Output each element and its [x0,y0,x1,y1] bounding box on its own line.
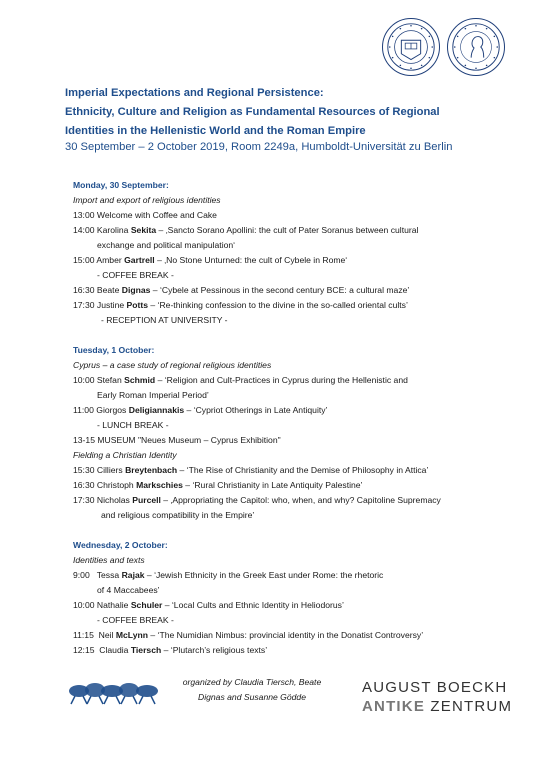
title-line-3: Identities in the Hellenistic World and the Roman Empire [65,125,366,137]
program-entry-continued: Early Roman Imperial Period’ [97,390,209,400]
session-topic: Import and export of religious identities [73,195,221,205]
document-title [65,84,525,141]
program-entry: 17:30 Justine Potts – ‘Re-thinking confession to the divine in the so-called oriental cults’ [73,300,408,310]
program-entry: 14:00 Karolina Sekita – ‚Sancto Sorano Apollini: the cult of Pater Soranus between cultural [73,225,419,235]
speaker-surname: Rajak [121,570,145,580]
speaker-surname: Markschies [136,480,183,490]
session-topic: Identities and texts [73,555,145,565]
program-entry-continued: and religious compatibility in the Empire’ [101,510,255,520]
break-label: - COFFEE BREAK - [97,615,174,625]
program-entry-continued: of 4 Maccabees’ [97,585,160,595]
title-line-2: Ethnicity, Culture and Religion as Fundamental Resources of Regional [65,106,440,118]
speaker-surname: Purcell [132,495,161,505]
august-boeckh-antike-zentrum-logo [362,678,512,716]
day-heading-tuesday: Tuesday, 1 October: [73,345,155,355]
organizers-line-2: Dignas and Susanne Gödde [198,692,306,702]
speaker-surname: McLynn [115,630,148,640]
organizers-line-1: organized by Claudia Tiersch, Beate [182,677,322,687]
break-label: - COFFEE BREAK - [97,270,174,280]
break-label: - LUNCH BREAK - [97,420,169,430]
program-entry-continued: exchange and political manipulation‘ [97,240,236,250]
program-entry: 13:00 Welcome with Coffee and Cake [73,210,217,220]
speaker-surname: Schuler [130,600,163,610]
day-heading-wednesday: Wednesday, 2 October: [73,540,168,550]
speaker-surname: Gartrell [124,255,155,265]
speaker-surname: Dignas [121,285,151,295]
speaker-surname: Tiersch [130,645,162,655]
day-heading-monday: Monday, 30 September: [73,180,169,190]
session-topic: Cyprus – a case study of regional religious identities [73,360,272,370]
program-entry: 9:00 Tessa Rajak – ‘Jewish Ethnicity in the Greek East under Rome: the rhetoric [73,570,384,580]
organizers-note [176,675,328,705]
logo-line-1: AUGUST BOECKH [362,679,508,696]
university-of-oxford-seal [382,18,440,76]
program-entry: 10:00 Stefan Schmid – ‘Religion and Cult-Practices in Cyprus during the Hellenistic and [73,375,408,385]
program-entry: 15:30 Cilliers Breytenbach – ‘The Rise of Christianity and the Demise of Philosophy in Attica’ [73,465,429,475]
logo-line-2: ANTIKE ZENTRUM [362,698,513,715]
session-topic: Fielding a Christian Identity [73,450,177,460]
running-figures-emblem [67,676,167,706]
speaker-surname: Breytenbach [125,465,178,475]
program-entry: 15:00 Amber Gartrell – ‚No Stone Unturned: the cult of Cybele in Rome‘ [73,255,348,265]
program-entry: 11:15 Neil McLynn – ‘The Numidian Nimbus: provincial identity in the Donatist Controversy’ [73,630,424,640]
program-entry: 16:30 Christoph Markschies – ‘Rural Christianity in Late Antiquity Palestine’ [73,480,363,490]
program-entry: 10:00 Nathalie Schuler – ‘Local Cults and Ethnic Identity in Heliodorus’ [73,600,344,610]
break-label: - RECEPTION AT UNIVERSITY - [101,315,228,325]
document-subtitle: 30 September – 2 October 2019, Room 2249a, Humboldt-Universität zu Berlin [65,141,453,153]
speaker-surname: Potts [126,300,148,310]
humboldt-universitaet-zu-berlin-seal [447,18,505,76]
speaker-surname: Schmid [124,375,156,385]
program-entry: 17:30 Nicholas Purcell – ‚Appropriating the Capitol: who, when, and why? Capitoline Supremacy [73,495,441,505]
title-line-1: Imperial Expectations and Regional Persistence: [65,87,324,99]
speaker-surname: Sekita [130,225,157,235]
speaker-surname: Deligiannakis [128,405,185,415]
program-entry: 13-15 MUSEUM "Neues Museum – Cyprus Exhibition" [73,435,281,445]
program-entry: 16:30 Beate Dignas – ‘Cybele at Pessinous in the second century BCE: a cultural maze’ [73,285,410,295]
program-entry: 11:00 Giorgos Deligiannakis – ‘Cypriot Otherings in Late Antiquity’ [73,405,328,415]
program-entry: 12:15 Claudia Tiersch – ‘Plutarch’s religious texts’ [73,645,268,655]
